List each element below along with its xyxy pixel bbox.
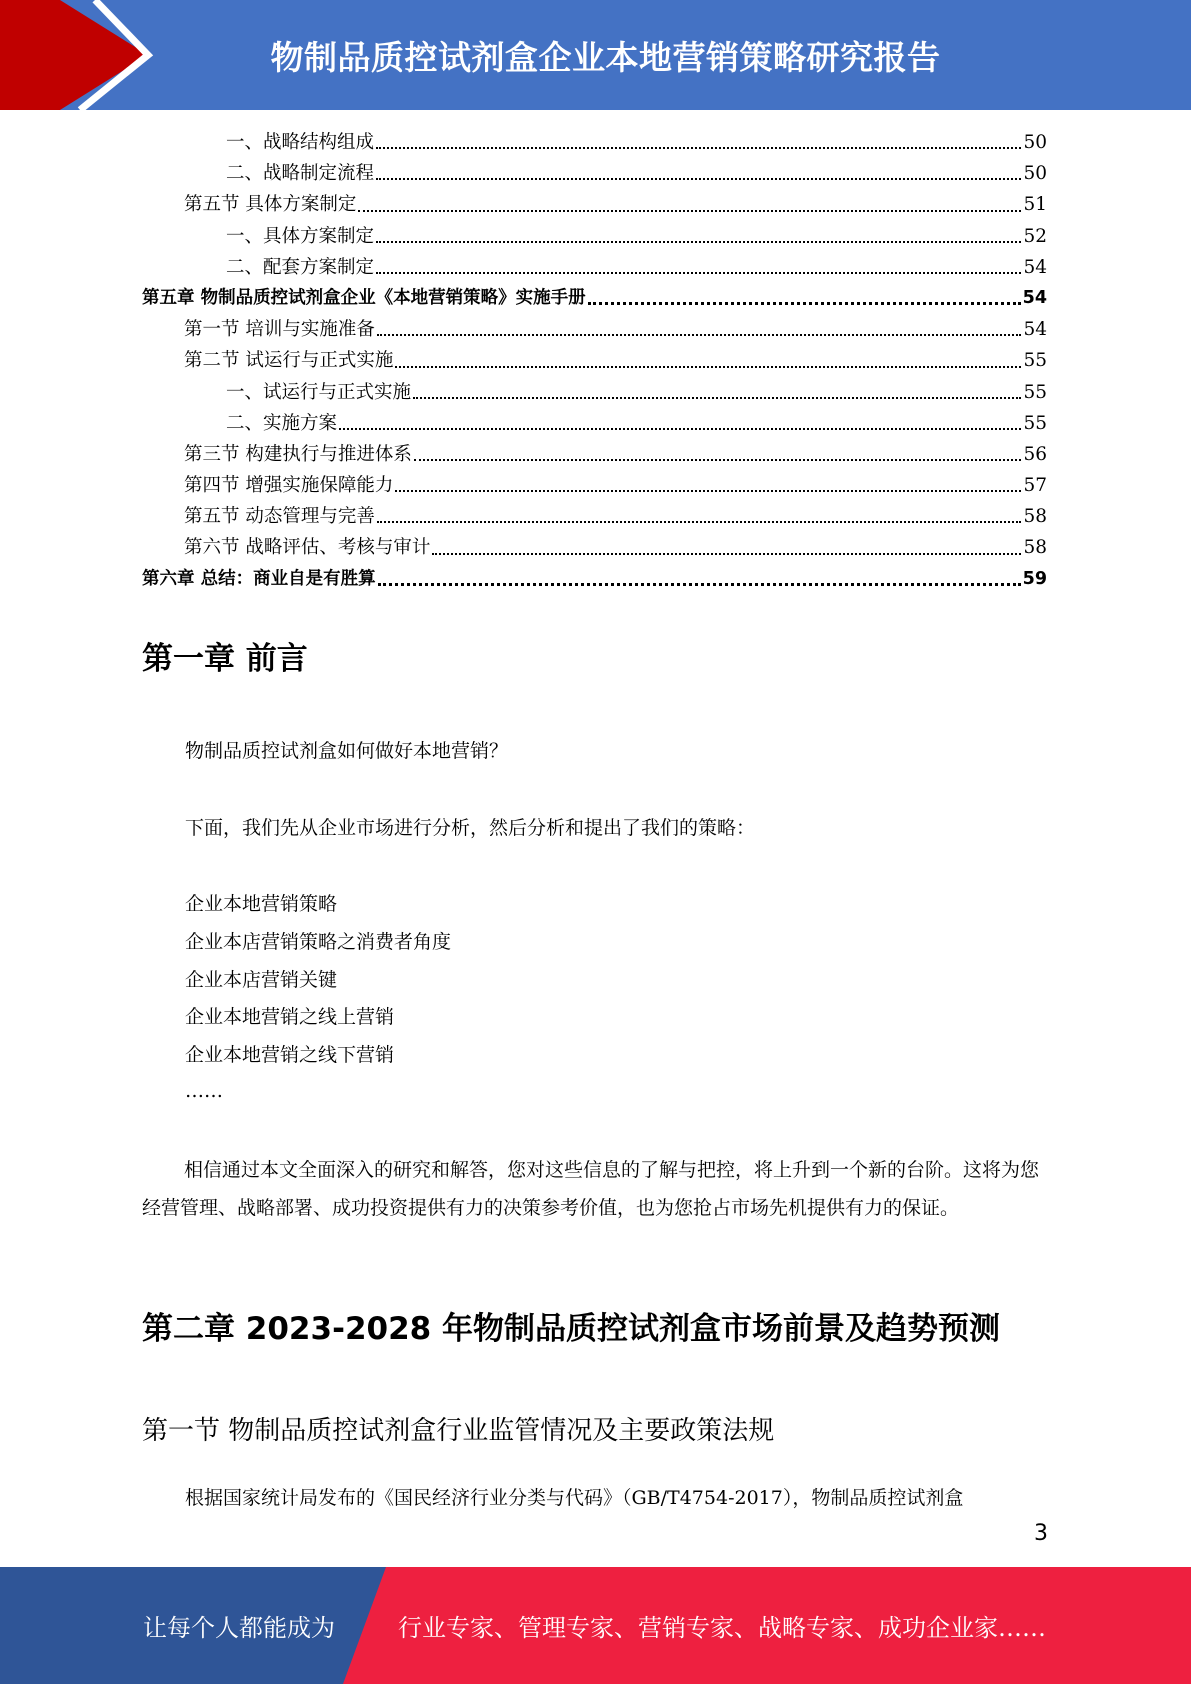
toc-entry-page: 56	[1023, 443, 1047, 465]
list-item: 企业本地营销之线上营销	[185, 1006, 395, 1028]
list-item: 企业本店营销关键	[185, 969, 338, 991]
toc-dot-leader	[413, 396, 1021, 399]
toc-entry-title: 第三节 构建执行与推进体系	[184, 443, 412, 465]
toc-entry[interactable]	[142, 127, 1047, 158]
toc-dot-leader	[376, 240, 1021, 243]
toc-entry-title: 第二节 试运行与正式实施	[184, 350, 394, 372]
toc-entry-title: 二、配套方案制定	[226, 256, 375, 278]
list-item: 企业本店营销策略之消费者角度	[185, 931, 452, 953]
toc-entry[interactable]	[142, 377, 1047, 408]
toc-entry[interactable]	[142, 283, 1047, 314]
toc-entry[interactable]	[142, 564, 1047, 595]
toc-entry[interactable]	[142, 501, 1047, 532]
toc-entry[interactable]	[142, 532, 1047, 563]
toc-dot-leader	[432, 552, 1021, 555]
toc-entry-title: 第六节 战略评估、考核与审计	[184, 537, 431, 559]
toc-dot-leader	[358, 209, 1021, 212]
toc-entry-title: 第五节 动态管理与完善	[184, 506, 375, 528]
toc-dot-leader	[377, 520, 1022, 523]
toc-entry-title: 一、试运行与正式实施	[226, 381, 412, 403]
footer-slogan: 让每个人都能成为	[143, 1614, 335, 1642]
report-title: 物制品质控试剂盒企业本地营销策略研究报告	[270, 37, 941, 77]
toc-entry-page: 51	[1023, 194, 1047, 216]
toc-entry-title: 一、战略结构组成	[226, 132, 375, 153]
toc-entry[interactable]	[142, 408, 1047, 439]
toc-entry-page: 54	[1022, 287, 1047, 308]
toc-entry-page: 50	[1023, 132, 1047, 153]
toc-entry-title: 第六章 总结：商业自是有胜算	[142, 568, 376, 589]
toc-entry-title: 第四节 增强实施保障能力	[184, 475, 394, 497]
page-footer	[0, 1567, 1191, 1684]
toc-dot-leader	[376, 271, 1021, 274]
toc-dot-leader	[376, 146, 1021, 149]
toc-entry[interactable]	[142, 252, 1047, 283]
toc-entry[interactable]	[142, 345, 1047, 376]
page-number: 3	[1034, 1521, 1048, 1546]
toc-dot-leader	[588, 301, 1021, 305]
toc-entry-title: 二、实施方案	[226, 412, 338, 434]
footer-tagline: 行业专家、管理专家、营销专家、战略专家、成功企业家……	[398, 1614, 1046, 1642]
toc-dot-leader	[377, 333, 1022, 336]
page-header	[0, 0, 1191, 110]
toc-entry-page: 50	[1023, 163, 1047, 185]
closing-paragraph: 相信通过本文全面深入的研究和解答，您对这些信息的了解与把控，将上升到一个新的台阶。这将为您经营管理、战略部署、成功投资提供有力的决策参考价值，也为您抢占市场先机提供有力的保证。	[142, 1159, 1040, 1219]
toc-entry[interactable]	[142, 221, 1047, 252]
toc-entry[interactable]	[142, 439, 1047, 470]
table-of-contents	[142, 127, 1047, 595]
toc-entry-page: 54	[1023, 319, 1047, 341]
section-1-text: 根据国家统计局发布的《国民经济行业分类与代码》（GB/T4754-2017），物制品质控试剂盒	[185, 1487, 964, 1509]
intro-question: 物制品质控试剂盒如何做好本地营销？	[185, 740, 509, 762]
toc-entry-page: 55	[1023, 412, 1047, 434]
toc-dot-leader	[414, 458, 1022, 461]
toc-dot-leader	[339, 427, 1021, 430]
toc-entry-page: 52	[1023, 225, 1047, 247]
toc-entry-title: 第五章 物制品质控试剂盒企业《本地营销策略》实施手册	[142, 287, 586, 308]
list-item: 企业本地营销之线下营销	[185, 1044, 395, 1066]
toc-dot-leader	[378, 582, 1021, 586]
toc-entry-page: 57	[1023, 475, 1047, 497]
toc-entry-page: 58	[1023, 537, 1047, 559]
toc-entry-page: 55	[1023, 350, 1047, 372]
toc-entry[interactable]	[142, 158, 1047, 189]
toc-entry-page: 58	[1023, 506, 1047, 528]
list-item: ……	[185, 1080, 223, 1102]
toc-entry[interactable]	[142, 189, 1047, 220]
toc-entry-page: 55	[1023, 381, 1047, 403]
toc-entry-page: 59	[1022, 568, 1047, 589]
toc-entry[interactable]	[142, 470, 1047, 501]
section-1-heading: 第一节 物制品质控试剂盒行业监管情况及主要政策法规	[142, 1416, 775, 1446]
chapter-2-heading: 第二章 2023-2028 年物制品质控试剂盒市场前景及趋势预测	[142, 1311, 1001, 1347]
list-item: 企业本地营销策略	[185, 893, 338, 915]
toc-entry-title: 第五节 具体方案制定	[184, 194, 357, 216]
intro-paragraph: 下面，我们先从企业市场进行分析，然后分析和提出了我们的策略：	[185, 817, 756, 839]
toc-entry-title: 二、战略制定流程	[226, 163, 375, 185]
toc-dot-leader	[395, 489, 1021, 492]
toc-entry-title: 一、具体方案制定	[226, 225, 375, 247]
toc-dot-leader	[376, 177, 1021, 180]
chapter-1-heading: 第一章 前言	[142, 641, 308, 677]
toc-entry-title: 第一节 培训与实施准备	[184, 319, 375, 341]
toc-entry-page: 54	[1023, 256, 1047, 278]
toc-dot-leader	[395, 365, 1021, 368]
toc-entry[interactable]	[142, 314, 1047, 345]
